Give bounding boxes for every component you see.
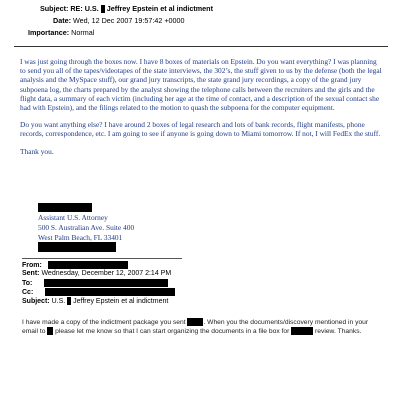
sent-value: Wednesday, December 12, 2007 2:14 PM bbox=[41, 270, 172, 277]
forward-divider bbox=[22, 258, 182, 259]
date-value: Wed, 12 Dec 2007 19:57:42 +0000 bbox=[72, 16, 185, 25]
redaction-block bbox=[291, 327, 313, 335]
importance-row bbox=[28, 28, 94, 37]
forward-body-text: . When you the documents/discovery mentioned in your email to bbox=[22, 319, 369, 335]
subject-value: RE: U.S. bbox=[70, 4, 99, 13]
message-paragraph: I was just going through the boxes now. I have 8 boxes of materials on Epstein. Do you want everything? I was planning to send you all of the tapes/videotapes of the state interviews, the 302’s, the stuff given to us by the defense (both the legal analysis and the MySpace stuff), our grand jury transcripts, the state grand jury recordings, a copy of the grand jury subpoena log, the charts prepared by the analyst showing the telephone calls between the recruiters and the girls and the flight data, a summary of each victim (including her age at the time of contact, and a description of the sexual contact she had with Epstein), and the filings related to the motion to quash the subpoena for the computer equipment. bbox=[20, 57, 382, 113]
forward-from-row bbox=[22, 261, 128, 269]
redaction-block bbox=[38, 203, 92, 212]
sent-label: Sent: bbox=[22, 270, 40, 277]
signature-address-2: West Palm Beach, FL 33401 bbox=[38, 233, 123, 242]
cc-label: Cc: bbox=[22, 288, 34, 296]
subject-label: Subject: bbox=[40, 4, 69, 13]
redaction-block bbox=[67, 297, 71, 305]
redaction-block bbox=[44, 279, 168, 287]
forward-subject-value: U.S. bbox=[51, 297, 66, 305]
to-label: To: bbox=[22, 279, 33, 287]
from-label: From: bbox=[22, 261, 42, 269]
redaction-block bbox=[48, 261, 128, 269]
date-row bbox=[53, 16, 185, 25]
forward-to-row bbox=[22, 279, 168, 287]
forward-body-text: please let me know so that I can start organizing the documents in a file box for bbox=[53, 328, 290, 335]
message-body bbox=[20, 57, 382, 164]
redaction-block bbox=[38, 242, 116, 252]
redaction-block bbox=[187, 318, 203, 326]
redaction-block bbox=[45, 288, 175, 296]
message-paragraph: Do you want anything else? I have around 2 boxes of legal research and lots of bank records, flight manifests, phone records, correspondence, etc. I am going to see if anyone is going down to Miami tomorrow. If not, I will FedEx the stuff. bbox=[20, 120, 381, 139]
subject-value-2: Jeffrey Epstein et al indictment bbox=[106, 4, 213, 13]
message-paragraph: Thank you. bbox=[20, 146, 54, 156]
signature-address-1: 500 S. Australian Ave. Suite 400 bbox=[38, 223, 135, 232]
forward-body bbox=[22, 318, 382, 336]
forward-sent-row bbox=[22, 270, 171, 277]
forward-subject-value-2: Jeffrey Epstein et al indictment bbox=[73, 297, 169, 305]
forward-cc-row bbox=[22, 288, 175, 296]
date-label: Date: bbox=[53, 16, 71, 25]
importance-label: Importance: bbox=[28, 28, 70, 37]
forward-subject-label: Subject: bbox=[22, 297, 50, 305]
importance-value: Normal bbox=[71, 28, 95, 37]
redaction-block bbox=[101, 5, 105, 13]
signature-title: Assistant U.S. Attorney bbox=[38, 213, 108, 222]
forward-body-text: review. Thanks. bbox=[313, 328, 362, 335]
forward-subject-row bbox=[22, 297, 168, 305]
forward-body-text: I have made a copy of the indictment package you sent bbox=[22, 319, 186, 326]
subject-row bbox=[40, 4, 213, 13]
header-divider bbox=[14, 46, 388, 47]
